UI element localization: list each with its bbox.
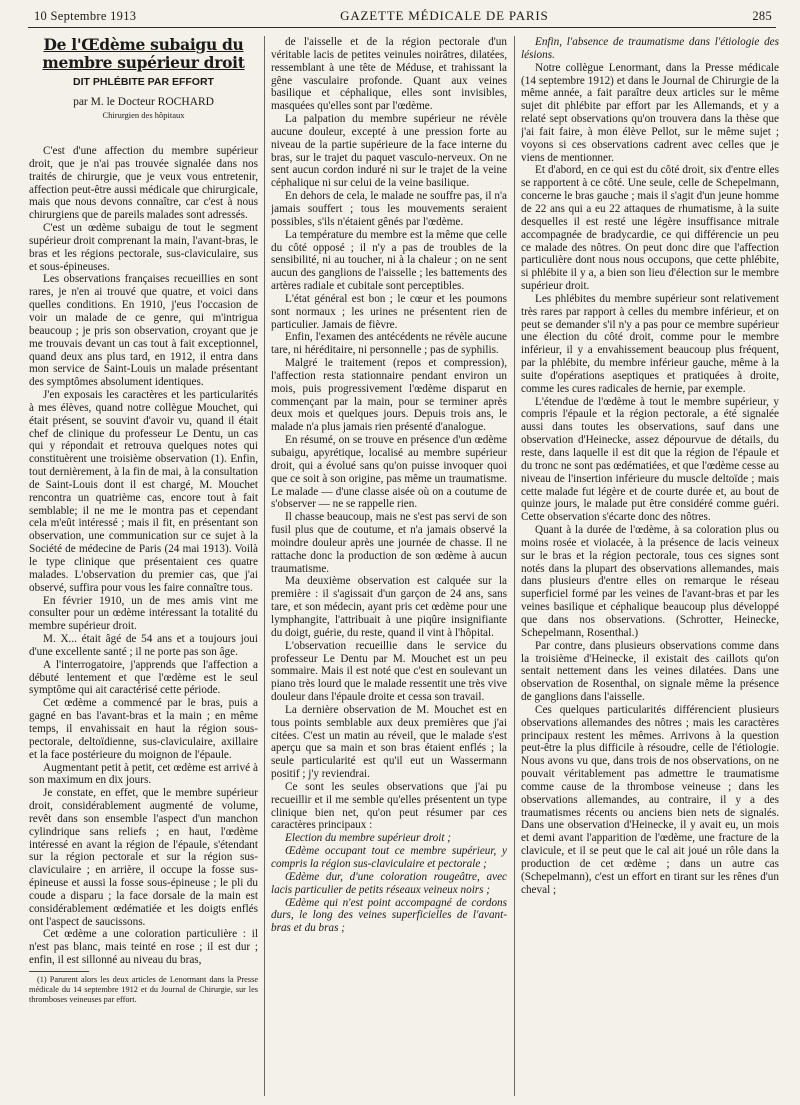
summary-item: Œdème dur, d'une coloration rougeâtre, avec lacis particulier de petits réseaux veineux noirs ; [271, 870, 507, 896]
paragraph: Cet œdème a une coloration particulière : il n'est pas blanc, mais teinté en rose ; il est dur ; enfin, il est sillonné au niveau du bras, [29, 928, 258, 967]
paragraph: La température du membre est la même que celle du côté opposé ; il n'y a pas de troubles de la sensibilité, ni au toucher, ni à la chaleur ; on ne sent aucun des ganglions de l'aisselle ; les battements des artères radiale et cubitale sont perceptibles. [271, 228, 507, 293]
paragraph: Malgré le traitement (repos et compression), l'affection resta stationnaire pendant environ un mois, puis progressivement l'œdème disparut en commençant par la main, pour se terminer après deux mois et quelques jours. Depuis trois ans, le malade n'a plus jamais rien présenté d'analogue. [271, 357, 507, 434]
author-affiliation: Chirurgien des hôpitaux [102, 110, 185, 120]
summary-item: Œdème occupant tout ce membre supérieur, y compris la région sus-claviculaire et pectorale ; [271, 845, 507, 870]
paragraph: L'étendue de l'œdème à tout le membre supérieur, y compris l'épaule et la région pectorale, a été signalée aussi dans toutes les observations, sauf dans une observation d'Heinecke, assez dépourvue de détails, du reste, dans laquelle il est dit que la région de l'épaule et du tronc ne sont pas œdématiées, et que l'œdème cesse au niveau de l'insertion inférieure du muscle deltoïde ; mais cette malade fut légère et de courte durée et, au bout de quinze jours, le malade put être considéré comme guéri. Cette observation s'écarte donc des nôtres. [521, 395, 779, 524]
paragraph: En résumé, on se trouve en présence d'un œdème subaigu, apyrétique, localisé au membre supérieur droit, qui a évolué sans qu'on puisse invoquer quoi que ce soit à son origine, pas même un traumatisme. Le malade — d'une classe aisée où on a coutume de s'observer — ne se rappelle rien. [271, 434, 507, 511]
paragraph: Par contre, dans plusieurs observations comme dans la troisième d'Heinecke, il existait des caillots qu'on sentait nettement dans les veines dilatées. Dans une observation de Rosenthal, on signale même la présence de ganglions dans l'aisselle. [521, 639, 779, 704]
footnote: (1) Parurent alors les deux articles de Lenormant dans la Presse médicale du 14 septembre 1912 et du Journal de Chirurgie, sur les thromboses veineuses par effort. [29, 975, 258, 1004]
paragraph: Les phlébites du membre supérieur sont relativement très rares par rapport à celles du membre inférieur, et on peut se demander s'il n'y a pas pour ce membre supérieur une élection du côté droit, comme pour le membre inférieur, il y a envahissement beaucoup plus fréquent, par la phlébite, du membre inférieur gauche, même à la suite d'opérations aseptiques et pratiquées à droite, comme les cures radicales de hernie, par exemple. [521, 292, 779, 395]
paragraph: Notre collègue Lenormant, dans la Presse médicale (14 septembre 1912) et dans le Journal de Chirurgie de la même année, a fait paraître deux articles sur le même sujet dit phlébite par effort par les Allemands, et y a relaté sept observations qu'on trouvera dans la thèse que j'ai fait faire, à mon élève Pellot, sur le même sujet ; voyons si ces observations cadrent avec celles que je viens de mentionner. [521, 61, 779, 164]
paragraph: J'en exposais les caractères et les particularités à mes élèves, quand notre collègue Mouchet, qui était présent, se souvint d'avoir vu, quand il était chef de clinique du professeur Le Dentu, un cas qui y répondait et retrouva quelques notes qui constituèrent une troisième observation (1). Enfin, tout dernièrement, à la fin de mai, à la consultation de Saint-Louis dont il est chargé, M. Mouchet rencontra un quatrième cas, encore tout à fait semblable; il ne me le montra pas et cependant cela m'eût intéressé ; mais il fit, en présentant son observation, une communication sur ce sujet à la Société de médecine de Paris (24 mai 1913). Voilà le type clinique que présentaient ces quatre malades. L'observation du premier cas, que j'ai observé, suffira pour vous les faire connaître tous. [29, 389, 258, 594]
paragraph: Il chasse beaucoup, mais ne s'est pas servi de son fusil plus que de coutume, et n'a jamais observé la moindre douleur après une journée de chasse. Il ne rattache donc la production de son œdème à aucun traumatisme. [271, 511, 507, 575]
running-head [34, 6, 772, 26]
footnote-rule [29, 971, 89, 972]
article-subtitle: DIT PHLÉBITE PAR EFFORT [73, 76, 214, 88]
column-1 [29, 36, 258, 1096]
paragraph: Quant à la durée de l'œdème, à sa coloration plus ou moins rosée et violacée, à la présence de lacis veineux sur le bras et la région pectorale, tous ces signes sont notés dans la plupart des observations allemandes, mais dans plusieurs d'entre elles on remarque le réseau superficiel formé par les veines de l'avant-bras et par les veines basilique et céphalique beaucoup plus développé que dans nos observations. (Schrotter, Heinecke, Schepelmann, Rosenthal.) [521, 524, 779, 639]
paragraph: La dernière observation de M. Mouchet est en tous points semblable aux deux premières que j'ai citées. C'est un matin au réveil, que le malade s'est aperçu que sa main et son bras étaient enflés ; la seule particularité est qu'il eut un Wassermann positif ; j'y reviendrai. [271, 703, 507, 781]
column-divider [514, 36, 515, 1096]
header-journal-title: GAZETTE MÉDICALE DE PARIS [340, 8, 549, 23]
article-author: par M. le Docteur ROCHARD [73, 96, 214, 108]
summary-item: Œdème qui n'est point accompagné de cordons durs, le long des veines superficielles de l'avant-bras et du bras ; [271, 896, 507, 935]
header-page-number: 285 [752, 8, 772, 23]
paragraph: Cet œdème a commencé par le bras, puis a gagné en bas l'avant-bras et la main ; en même temps, il envahissait en haut la région sous-pectorale, deltoïdienne, sus-claviculaire, axillaire et la face postérieure du moignon de l'épaule. [29, 697, 258, 761]
summary-item: Enfin, l'absence de traumatisme dans l'étiologie des lésions. [521, 36, 779, 61]
paragraph: Je constate, en effet, que le membre supérieur droit, considérablement augmenté de volume, revêt dans son ensemble l'aspect d'un manchon cylindrique sans reliefs ; en haut, l'œdème intéressé en avant la région de l'épaule, s'étendant sur la région pectorale et sur la région sus-claviculaire ; en arrière, il occupe la fosse sus-épineuse et aussi la fosse sous-épineuse ; le pli du coude a disparu ; la face dorsale de la main est considérablement œdématiée et les doigts enflés ont l'aspect de saucissons. [29, 787, 258, 928]
paragraph: C'est un œdème subaigu de tout le segment supérieur droit comprenant la main, l'avant-bras, le bras et les régions pectorale, sus-claviculaire, sus et sous-épineuses. [29, 222, 258, 273]
column-divider [264, 36, 265, 1096]
paragraph: Les observations françaises recueillies en sont rares, je n'en ai trouvé que quatre, et voici dans quelles conditions. En 1910, j'eus l'occasion de voir un malade de ce genre, qui m'intrigua beaucoup ; je pris son observation, croyant que je me trouvais devant un cas tout à fait exceptionnel, quand deux ans plus tard, en 1912, il entra dans mon service de Saint-Louis un malade présentant des symptômes absolument identiques. [29, 273, 258, 389]
paragraph: L'état général est bon ; le cœur et les poumons sont normaux ; les urines ne présentent rien de particulier. Jamais de fièvre. [271, 292, 507, 331]
paragraph: Ma deuxième observation est calquée sur la première : il s'agissait d'un garçon de 24 ans, sans tare, et son médecin, ayant pris cet œdème pour une lymphangite, l'attribuait à une piqûre insignifiante du doigt, guérie, du reste, quand il vint à l'hôpital. [271, 575, 507, 639]
paragraph: En février 1910, un de mes amis vint me consulter pour un œdème intéressant la totalité du membre supérieur droit. [29, 594, 258, 633]
header-date: 10 Septembre 1913 [34, 8, 137, 23]
paragraph: Ce sont les seules observations que j'ai pu recueillir et il me semble qu'elles présentent un type clinique bien net, qu'on peut résumer par ces caractères principaux : [271, 780, 507, 832]
paragraph: Ces quelques particularités différencient plusieurs observations allemandes des nôtres ; mais les caractères principaux restent les mêmes. Arrivons à la question peut-être la plus difficile à résoudre, celle de l'étiologie. Nous avons vu que, dans trois de nos observations, on ne pouvait véritablement pas admettre le traumatisme comme cause de la thrombose veineuse ; dans les observations allemandes, au contraire, il y a des traumatismes récents ou anciens bien nets de signalés. Dans une observation d'Heinecke, il y avait eu, un mois et demi avant l'apparition de l'œdème, une fracture de la clavicule, et il se peut que le cal ait joué un rôle dans la production de cet œdème ; dans un autre cas (Schepelmann), c'est un effort en tirant sur les rênes d'un cheval ; [521, 703, 779, 896]
column-3 [521, 36, 779, 1096]
article-title: De l'Œdème subaigu du membre supérieur droit [42, 36, 245, 72]
paragraph: L'observation recueillie dans le service du professeur Le Dentu par M. Mouchet est un peu sommaire. Mais il est noté que c'est en soulevant un piano très lourd que le malade ressentit une très vive douleur dans l'épaule droite et cessa son travail. [271, 639, 507, 704]
paragraph: Et d'abord, en ce qui est du côté droit, six d'entre elles se rapportent à ce côté. Une seule, celle de Schepelmann, concerne le bras gauche ; mais il s'agit d'un jeune homme de 22 ans qui a eu 22 attaques de rhumatisme, à la suite desquelles il est resté une légère insuffisance mitrale accompagnée de bradycardie, ce qui différencie un peu ce malade des nôtres. On peut donc dire que l'affection particulière dont nous nous occupons, que cette phlébite, si phlébite il y a, a bien son lieu d'élection sur le membre supérieur droit. [521, 164, 779, 293]
paragraph: Augmentant petit à petit, cet œdème est arrivé à son maximum en dix jours. [29, 761, 258, 787]
paragraph: La palpation du membre supérieur ne révèle aucune douleur, excepté à une pression forte au niveau de la partie supérieure de la face interne du bras, sur le trajet du paquet vasculo-nerveux. On ne sent aucun cordon induré ni sur le trajet de la veine céphalique ni sur celui de la veine basilique. [271, 113, 507, 190]
paragraph: Enfin, l'examen des antécédents ne révèle aucune tare, ni héréditaire, ni personnelle ; pas de syphilis. [271, 331, 507, 357]
paragraph: M. X... était âgé de 54 ans et a toujours joui d'une excellente santé ; il ne porte pas son âge. [29, 633, 258, 658]
paragraph: C'est d'une affection du membre supérieur droit, que je n'ai pas trouvée signalée dans nos traités de chirurgie, que je veux vous entretenir, affection peut-être aussi médicale que chirurgicale, mais que nous devons connaître, car c'est à nous chirurgiens que de pareils malades sont adressés. [29, 145, 258, 222]
paragraph: En dehors de cela, le malade ne souffre pas, il n'a jamais souffert ; tous les mouvements seraient possibles, s'ils n'étaient gênés par l'œdème. [271, 190, 507, 228]
paragraph: A l'interrogatoire, j'apprends que l'affection a débuté lentement et que l'œdème est le seul symptôme qui ait caractérisé cette période. [29, 658, 258, 697]
header-rule [28, 27, 776, 28]
column-2 [271, 36, 507, 1096]
paragraph: de l'aisselle et de la région pectorale d'un véritable lacis de petites veinules noirâtres, dilatées, ressemblant à une tête de Méduse, et trahissant la gêne vasculaire profonde. Quant aux veines basilique et céphalique, elles sont invisibles, masquées qu'elles sont par l'œdème. [271, 36, 507, 113]
summary-item: Election du membre supérieur droit ; [285, 832, 452, 845]
